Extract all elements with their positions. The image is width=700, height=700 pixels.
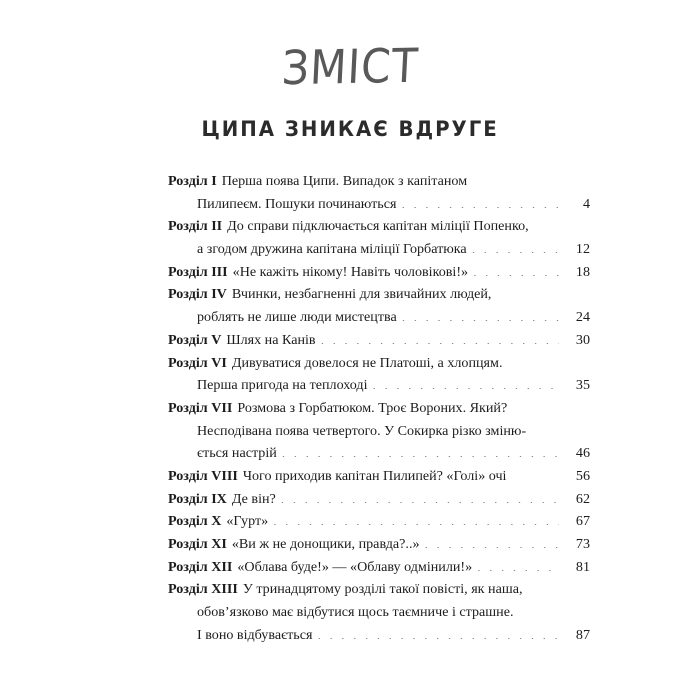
- toc-entry-continuation-line: [168, 374, 590, 397]
- leader-dots: [282, 443, 559, 457]
- toc-entry-first-line: [168, 578, 590, 601]
- toc-entry-first-line: [168, 533, 590, 556]
- toc-entry-first-line: [168, 352, 590, 375]
- chapter-label: Розділ X: [168, 513, 222, 530]
- table-of-contents: [168, 170, 590, 646]
- toc-entry-text: «Ви ж не донощики, правда?..»: [231, 536, 420, 552]
- toc-entry-first-line: [168, 261, 590, 284]
- leader-dots: [402, 307, 559, 321]
- toc-entry-text: «Облава буде!» — «Облаву одмінили!»: [237, 558, 473, 575]
- toc-page-number: 12: [575, 241, 590, 258]
- leader-spacer: [531, 420, 559, 434]
- toc-entry-text: Розмова з Горбатюком. Троє Вороних. Який?: [237, 399, 508, 416]
- toc-entry-first-line: [168, 510, 590, 533]
- toc-entry-continuation-line: [168, 193, 590, 216]
- toc-entry-first-line: [168, 397, 590, 420]
- toc-entry-first-line: [168, 556, 590, 579]
- toc-entry[interactable]: [168, 533, 590, 556]
- toc-entry-text: Перша поява Ципи. Випадок з капітаном: [221, 173, 468, 189]
- toc-entry[interactable]: [168, 215, 590, 260]
- toc-entry-text: Несподівана поява четвертого. У Сокирка різко зміню-: [197, 422, 527, 439]
- leader-dots: [401, 194, 559, 208]
- chapter-label: Розділ XIII: [168, 581, 238, 598]
- toc-entry-text: а згодом дружина капітана міліції Горбатюка: [197, 241, 467, 258]
- toc-entry-text: «Не кажіть нікому! Навіть чоловікові!»: [232, 263, 469, 280]
- leader-dots: [273, 511, 559, 525]
- leader-dots: [472, 239, 559, 253]
- chapter-label: Розділ VI: [168, 354, 227, 371]
- toc-entry-first-line: [168, 329, 590, 352]
- leader-spacer: [534, 216, 559, 230]
- toc-entry-text: До справи підключається капітан міліції Попенко,: [227, 218, 529, 235]
- toc-entry-text: У тринадцятому розділі такої повісті, як наша,: [242, 581, 523, 598]
- toc-entry-continuation-line: [168, 238, 590, 261]
- toc-entry-text: роблять не лише люди мистецтва: [197, 309, 397, 326]
- toc-entry-text: Дивуватися довелося не Платоші, а хлопцям.: [231, 354, 503, 371]
- toc-entry[interactable]: [168, 283, 590, 328]
- leader-spacer: [496, 284, 559, 298]
- toc-page-number: 56: [575, 467, 590, 484]
- leader-dots: [477, 557, 559, 571]
- toc-entry-text: Вчинки, незбагненні для звичайних людей,: [231, 286, 492, 303]
- toc-page-number: 18: [575, 263, 590, 280]
- toc-entry-continuation-line: [168, 306, 590, 329]
- leader-dots: [321, 330, 559, 344]
- chapter-label: Розділ XI: [168, 536, 227, 552]
- page-title: ЗМІСТ: [280, 38, 420, 97]
- toc-entry[interactable]: [168, 510, 590, 533]
- toc-page-number: 87: [575, 626, 590, 643]
- chapter-label: Розділ VII: [168, 399, 233, 416]
- toc-page-number: 30: [575, 331, 590, 348]
- toc-entry-first-line: [168, 215, 590, 238]
- toc-entry-text: ється настрій: [197, 445, 277, 462]
- leader-spacer: [507, 352, 559, 366]
- toc-entry-text: обов’язково має відбутися щось таємниче і страшне.: [197, 604, 514, 621]
- chapter-label: Розділ III: [168, 263, 228, 280]
- chapter-label: Розділ V: [168, 331, 222, 348]
- toc-page-number: 46: [575, 445, 590, 462]
- toc-entry-continuation-line: [168, 624, 590, 647]
- toc-page-number: 24: [575, 309, 590, 326]
- page-subtitle: ЦИПА ЗНИКАЄ ВДРУГЕ: [201, 117, 499, 141]
- toc-entry-first-line: [168, 283, 590, 306]
- chapter-label: Розділ IX: [168, 490, 227, 507]
- leader-spacer: [472, 171, 559, 185]
- toc-entry[interactable]: [168, 352, 590, 397]
- toc-page-number: 73: [575, 536, 590, 552]
- toc-entry[interactable]: [168, 170, 590, 215]
- toc-entry-continuation-line: [168, 420, 590, 443]
- toc-entry-text: Де він?: [231, 490, 276, 507]
- toc-page-number: 67: [575, 513, 590, 530]
- toc-entry[interactable]: [168, 578, 590, 646]
- leader-dots: [473, 262, 559, 276]
- leader-dots: [317, 625, 559, 639]
- toc-page-number: 4: [582, 195, 590, 212]
- toc-entry-first-line: [168, 465, 590, 488]
- chapter-label: Розділ II: [168, 218, 223, 235]
- chapter-label: Розділ XII: [168, 558, 233, 575]
- toc-entry-first-line: [168, 488, 590, 511]
- toc-entry[interactable]: [168, 261, 590, 284]
- toc-entry-text: «Гурт»: [226, 513, 269, 530]
- toc-entry-continuation-line: [168, 601, 590, 624]
- toc-entry[interactable]: [168, 488, 590, 511]
- toc-entry-text: Чого приходив капітан Пилипей? «Голі» очі: [242, 467, 507, 484]
- toc-entry[interactable]: [168, 465, 590, 488]
- title-block: [0, 0, 700, 141]
- leader-spacer: [527, 579, 559, 593]
- toc-page-number: 62: [575, 490, 590, 507]
- toc-entry[interactable]: [168, 329, 590, 352]
- leader-dots: [373, 375, 559, 389]
- leader-dots: [281, 489, 559, 503]
- leader-dots: [425, 534, 559, 548]
- leader-spacer: [518, 602, 559, 616]
- chapter-label: Розділ I: [168, 173, 217, 189]
- toc-page-number: 35: [575, 377, 590, 394]
- toc-entry[interactable]: [168, 556, 590, 579]
- chapter-label: Розділ VIII: [168, 467, 238, 484]
- toc-entry-text: Перша пригода на теплоході: [197, 377, 368, 394]
- leader-spacer: [511, 466, 559, 480]
- toc-entry[interactable]: [168, 397, 590, 465]
- toc-entry-first-line: [168, 170, 590, 193]
- toc-entry-continuation-line: [168, 442, 590, 465]
- chapter-label: Розділ IV: [168, 286, 227, 303]
- leader-spacer: [512, 398, 559, 412]
- toc-page-number: 81: [575, 558, 590, 575]
- toc-entry-text: Шлях на Канів: [226, 331, 316, 348]
- toc-entry-text: Пилипеєм. Пошуки починаються: [197, 195, 397, 212]
- toc-entry-text: І воно відбувається: [197, 626, 313, 643]
